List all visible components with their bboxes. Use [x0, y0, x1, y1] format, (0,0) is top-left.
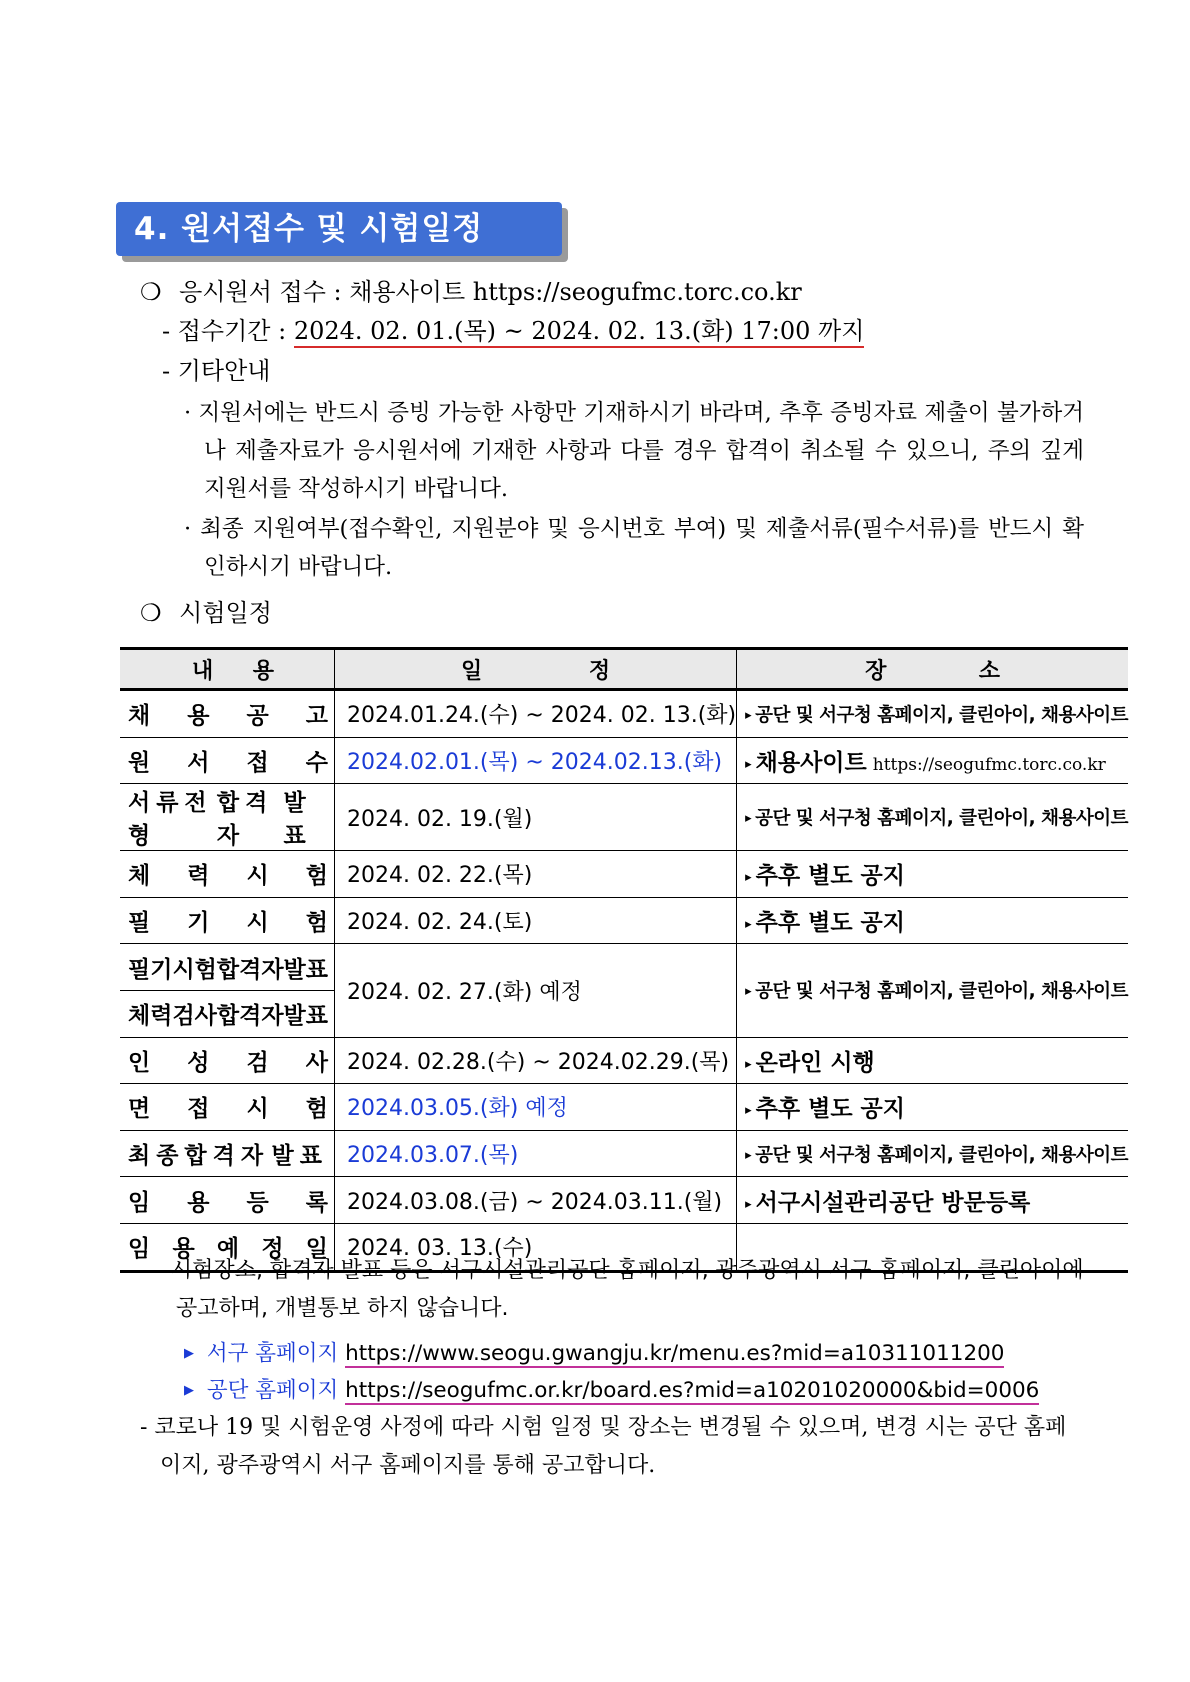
triangle-marker-icon: ▸ [745, 707, 752, 723]
place-cell: ▸ 추후 별도 공지 [745, 1096, 905, 1123]
table-row [120, 737, 1128, 784]
place-cell: ▸ 공단 및 서구청 홈페이지, 클린아이, 채용사이트 [745, 704, 1128, 726]
place-cell: ▸ 공단 및 서구청 홈페이지, 클린아이, 채용사이트 [745, 1144, 1128, 1166]
place-cell: ▸ 추후 별도 공지 [745, 910, 905, 937]
table-row [120, 944, 1128, 991]
category-label: 원 서 접 수 [128, 749, 328, 776]
triangle-marker-icon: ▸ [745, 1196, 752, 1212]
triangle-marker-icon: ▸ [745, 1147, 752, 1163]
triangle-marker-icon: ▸ [745, 984, 752, 1000]
place-cell: ▸ 공단 및 서구청 홈페이지, 클린아이, 채용사이트 [745, 808, 1128, 830]
date-cell: 2024. 02.28.(수) ~ 2024.02.29.(목) [346, 1049, 730, 1075]
category-label: 필 기 시 험 합 격 자 발 표 [128, 956, 328, 983]
category-label: 임 용 등 록 [128, 1189, 328, 1216]
application-text: 응시원서 접수 : 채용사이트 https://seogufmc.torc.co.kr [179, 278, 802, 306]
category-label: 임 용 예 정 일 [128, 1236, 328, 1263]
triangle-marker-icon: ▸ [745, 756, 752, 772]
table-row [120, 1084, 1128, 1131]
date-cell: 2024. 03. 13.(수) [346, 1236, 533, 1262]
place-url[interactable]: https://seogufmc.torc.co.kr [872, 754, 1106, 775]
date-cell: 2024.01.24.(수) ~ 2024. 02. 13.(화) [346, 703, 737, 729]
category-label: 최종합격자 발표 [128, 1143, 328, 1170]
footer-note-1: - 시험장소, 합격자 발표 등은 서구시설관리공단 홈페이지, 광주광역시 서구 홈페이지, 클린아이에 공고하며, 개별통보 하지 않습니다. [156, 1258, 1084, 1321]
other-info-label: - 기타안내 [162, 357, 271, 385]
link-label: 공단 홈페이지 [206, 1378, 339, 1403]
period-line [162, 314, 864, 348]
table-row [120, 690, 1128, 738]
place-cell: ▸ 공단 및 서구청 홈페이지, 클린아이, 채용사이트 [745, 981, 1128, 1003]
period-label: - 접수기간 : [162, 317, 294, 345]
category-label: 체 력 시 험 [128, 863, 328, 890]
date-cell: 2024. 02. 27.(화) 예정 [346, 979, 582, 1005]
triangle-marker-icon: ▸ [745, 1056, 752, 1072]
triangle-icon: ▶ [184, 1383, 194, 1398]
triangle-marker-icon: ▸ [745, 917, 752, 933]
schedule-table [120, 647, 1128, 1273]
place-cell: ▸ 온라인 시행 [745, 1049, 875, 1076]
triangle-marker-icon: ▸ [745, 870, 752, 886]
table-row [120, 1130, 1128, 1177]
period-value: 2024. 02. 01.(목) ~ 2024. 02. 13.(화) 17:00 까지 [294, 317, 865, 348]
category-label: 채 용 공 고 [128, 703, 328, 730]
table-row [120, 897, 1128, 944]
category-label: 인 성 검 사 [128, 1049, 328, 1076]
place-cell: ▸ 채용사이트 https://seogufmc.torc.co.kr [745, 749, 1106, 776]
note-2: · 최종 지원여부(접수확인, 지원분야 및 응시번호 부여) 및 제출서류(필수서류)를 반드시 확인하시기 바랍니다. [184, 516, 1084, 580]
circle-bullet-icon: ❍ [140, 599, 162, 627]
footer-note-2: - 코로나 19 및 시험운영 사정에 따라 시험 일정 및 장소는 변경될 수 있으며, 변경 시는 공단 홈페이지, 광주광역시 서구 홈페이지를 통해 공고합니다. [140, 1415, 1067, 1478]
link-url[interactable]: https://seogufmc.or.kr/board.es?mid=a10201020000&bid=0006 [345, 1378, 1040, 1403]
place-cell: ▸ 서구시설관리공단 방문등록 [745, 1189, 1031, 1216]
application-line [140, 275, 802, 309]
date-cell: 2024. 02. 24.(토) [346, 910, 533, 936]
date-cell: 2024. 02. 19.(월) [346, 806, 533, 832]
triangle-icon: ▶ [184, 1346, 194, 1361]
schedule-heading-text: 시험일정 [179, 599, 272, 627]
triangle-marker-icon: ▸ [745, 811, 752, 827]
link-label: 서구 홈페이지 [206, 1341, 339, 1366]
schedule-heading [140, 596, 272, 630]
date-cell: 2024.03.07.(목) [346, 1143, 519, 1169]
circle-bullet-icon: ❍ [140, 278, 162, 306]
table-row [120, 1037, 1128, 1084]
date-cell: 2024. 02. 22.(목) [346, 863, 533, 889]
table-row [120, 784, 1128, 851]
note-1: · 지원서에는 반드시 증빙 가능한 사항만 기재하시기 바라며, 추후 증빙자료 제출이 불가하거나 제출자료가 응시원서에 기재한 사항과 다를 경우 합격이 취소될 수 있으니, 주의 깊게 지원서를 작성하시기 바랍니다. [184, 400, 1084, 502]
header-content: 내 용 [120, 649, 334, 690]
header-date: 일 정 [334, 649, 736, 690]
section-title: 4. 원서접수 및 시험일정 [116, 202, 562, 256]
link-url[interactable]: https://www.seogu.gwangju.kr/menu.es?mid=a10311011200 [345, 1341, 1005, 1366]
triangle-marker-icon: ▸ [745, 1103, 752, 1119]
category-label: 체 력 검 사 합 격 자 발 표 [128, 1003, 328, 1030]
table-row [120, 1177, 1128, 1224]
category-label: 필 기 시 험 [128, 910, 328, 937]
section-banner [116, 202, 562, 256]
date-cell: 2024.03.05.(화) 예정 [346, 1096, 568, 1122]
link-gongdan[interactable] [184, 1373, 1039, 1404]
date-cell: 2024.02.01.(목) ~ 2024.02.13.(화) [346, 749, 723, 775]
place-cell: ▸ 추후 별도 공지 [745, 863, 905, 890]
category-label: 서류전형 합격자 발표 [128, 790, 312, 850]
header-place: 장 소 [737, 649, 1128, 690]
category-label: 면 접 시 험 [128, 1096, 328, 1123]
table-header-row [120, 649, 1128, 690]
table-row [120, 851, 1128, 898]
date-cell: 2024.03.08.(금) ~ 2024.03.11.(월) [346, 1189, 723, 1215]
link-seogu[interactable] [184, 1336, 1004, 1367]
